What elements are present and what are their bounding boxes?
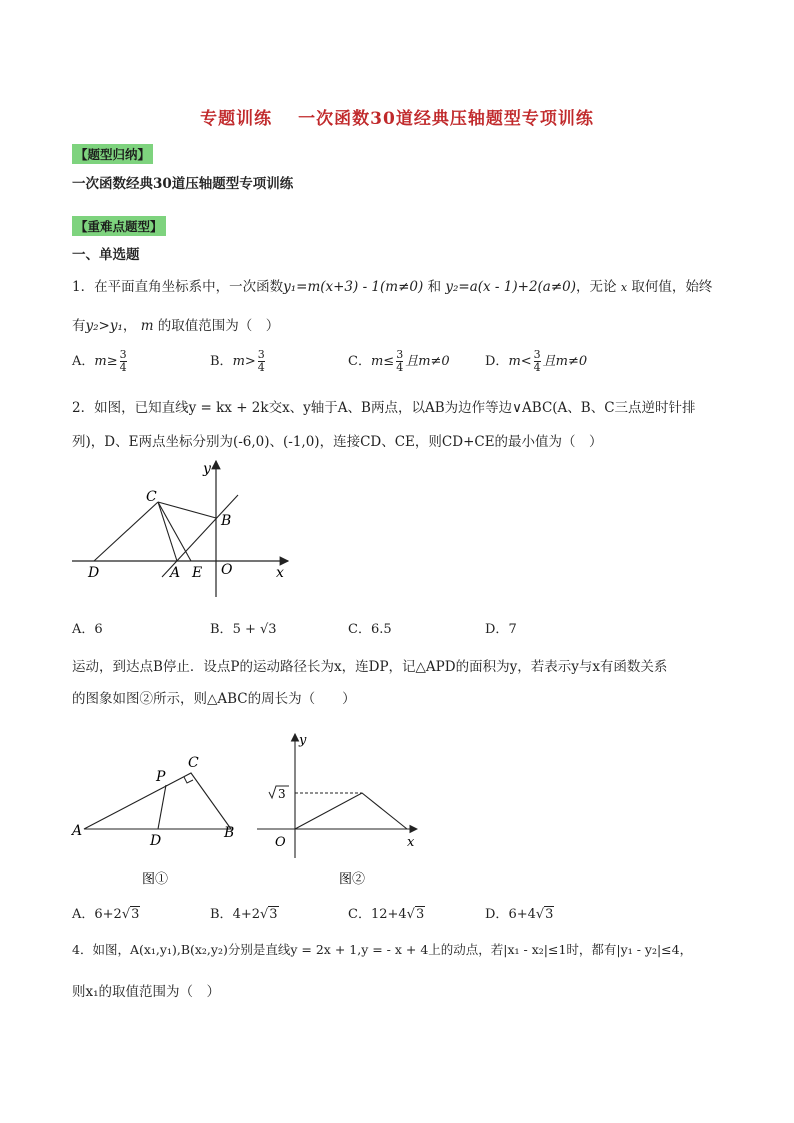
q1-option-a[interactable]: [72, 349, 129, 374]
label-x: x: [407, 835, 415, 850]
label-c: C: [188, 755, 199, 771]
q2-option-a[interactable]: A．6: [72, 622, 103, 637]
fraction: $\frac{3}{4}$: [533, 348, 541, 374]
label-y: y: [203, 461, 211, 477]
title-left: 专题训练: [200, 109, 273, 129]
q1-text-c: 取何值，始终: [631, 279, 713, 295]
q1-y2-expression: y₂=a(x - 1)+2(a≠0): [445, 279, 577, 295]
q3-option-d[interactable]: D．6+4√3: [485, 907, 554, 922]
section-heading: 一次函数经典30道压轴题型专项训练: [72, 176, 294, 192]
q3-option-c[interactable]: C．12+4√3: [348, 907, 425, 922]
label-a: A: [72, 823, 83, 839]
q3-option-a[interactable]: A．6+2√3: [72, 907, 140, 922]
q2-line2: 列)，D、E两点坐标分别为(-6,0)、(-1,0)，连接CD、CE，则CD+CE的最小值为（ ）: [72, 434, 603, 450]
fraction: $\frac{3}{4}$: [396, 348, 404, 374]
tag-type-summary: 【题型归纳】: [72, 144, 153, 164]
label-d: D: [88, 565, 100, 581]
label-x: x: [276, 565, 284, 581]
option-label: A．: [72, 354, 95, 369]
label-c: C: [146, 489, 157, 505]
tag-key-difficult: 【重难点题型】: [72, 216, 166, 236]
q3-figure-1: [66, 745, 246, 895]
q2-line1: 2．如图，已知直线y = kx + 2k交x、y轴于A、B两点，以AB为边作等边∨ABC(A、B、C三点逆时针排: [72, 400, 696, 416]
q1-m-variable: m: [140, 318, 154, 334]
q3-line2: 的图象如图②所示，则△ABC的周长为（ ）: [72, 691, 356, 707]
segment-cb: [158, 502, 216, 518]
q4-line2: 则x₁的取值范围为（ ）: [72, 984, 221, 1000]
page-title: [0, 104, 794, 129]
q2-option-c[interactable]: C．6.5: [348, 622, 392, 637]
q4-line1: 4．如图，A(x₁,y₁),B(x₂,y₂)分别是直线y = 2x + 1,y = - x + 4上的动点，若|x₁ - x₂|≤1时，都有|y₁ - y₂|≤4，: [72, 942, 693, 957]
label-d: D: [150, 833, 162, 849]
label-sqrt3: [269, 786, 289, 801]
q2-option-d[interactable]: D．7: [485, 622, 517, 637]
option-expr: m≥: [94, 354, 118, 369]
option-label: D．: [485, 354, 509, 369]
q1-inequality: y₂>y₁: [85, 318, 123, 334]
q2-option-b[interactable]: B．5 + √3: [210, 622, 277, 637]
label-b: B: [224, 825, 235, 841]
q1-line2: [72, 314, 279, 334]
label-o: O: [221, 562, 233, 578]
q1-range-text: 的取值范围为（ ）: [157, 318, 280, 334]
option-expr: m<: [508, 354, 532, 369]
caption-figure-1: 图①: [142, 872, 169, 887]
subheading-single-choice: 一、单选题: [72, 247, 140, 263]
label-y: y: [299, 733, 307, 748]
segment-cd: [94, 502, 158, 561]
q1-comma: ，: [122, 318, 137, 334]
q1-option-c[interactable]: C．m≤ $\frac{3}{4}$ 且m≠0: [348, 348, 450, 374]
fraction: $\frac{3}{4}$: [119, 348, 127, 374]
q1-line1: [72, 275, 712, 295]
q1-and: 和: [427, 279, 442, 295]
label-e: E: [192, 565, 203, 581]
fraction: $\frac{3}{4}$: [257, 348, 265, 374]
q1-text-have: 有: [72, 318, 86, 334]
right-angle-mark: [184, 777, 193, 783]
q1-x-variable: x: [620, 281, 628, 294]
title-right: 一次函数30道经典压轴题型专项训练: [298, 109, 594, 129]
q1-option-b[interactable]: [210, 349, 267, 374]
q3-line1: 运动，到达点B停止．设点P的运动路径长为x，连DP，记△APD的面积为y，若表示y与x有函数关系: [72, 659, 668, 675]
label-b: B: [221, 513, 232, 529]
q2-figure: [66, 455, 306, 605]
option-label: C．: [348, 354, 371, 369]
option-expr: m≤: [370, 354, 395, 369]
label-a: A: [170, 565, 181, 581]
q1-text-b: ，无论: [576, 279, 617, 295]
q3-option-b[interactable]: B．4+2√3: [210, 907, 278, 922]
q1-text-a: 1．在平面直角坐标系中，一次函数: [72, 279, 284, 295]
option-label: B．: [210, 354, 233, 369]
label-o: O: [275, 835, 286, 850]
function-graph: [295, 793, 407, 829]
q1-y1-expression: y₁=m(x+3) - 1(m≠0): [283, 279, 424, 295]
q3-figure-2: [255, 730, 435, 895]
label-p: P: [156, 769, 166, 785]
segment-pd: [158, 785, 166, 829]
q1-option-d[interactable]: D．m< $\frac{3}{4}$ 且m≠0: [485, 348, 588, 374]
caption-figure-2: 图②: [339, 872, 366, 887]
option-expr: m>: [232, 354, 256, 369]
radicand: 3: [278, 787, 286, 801]
